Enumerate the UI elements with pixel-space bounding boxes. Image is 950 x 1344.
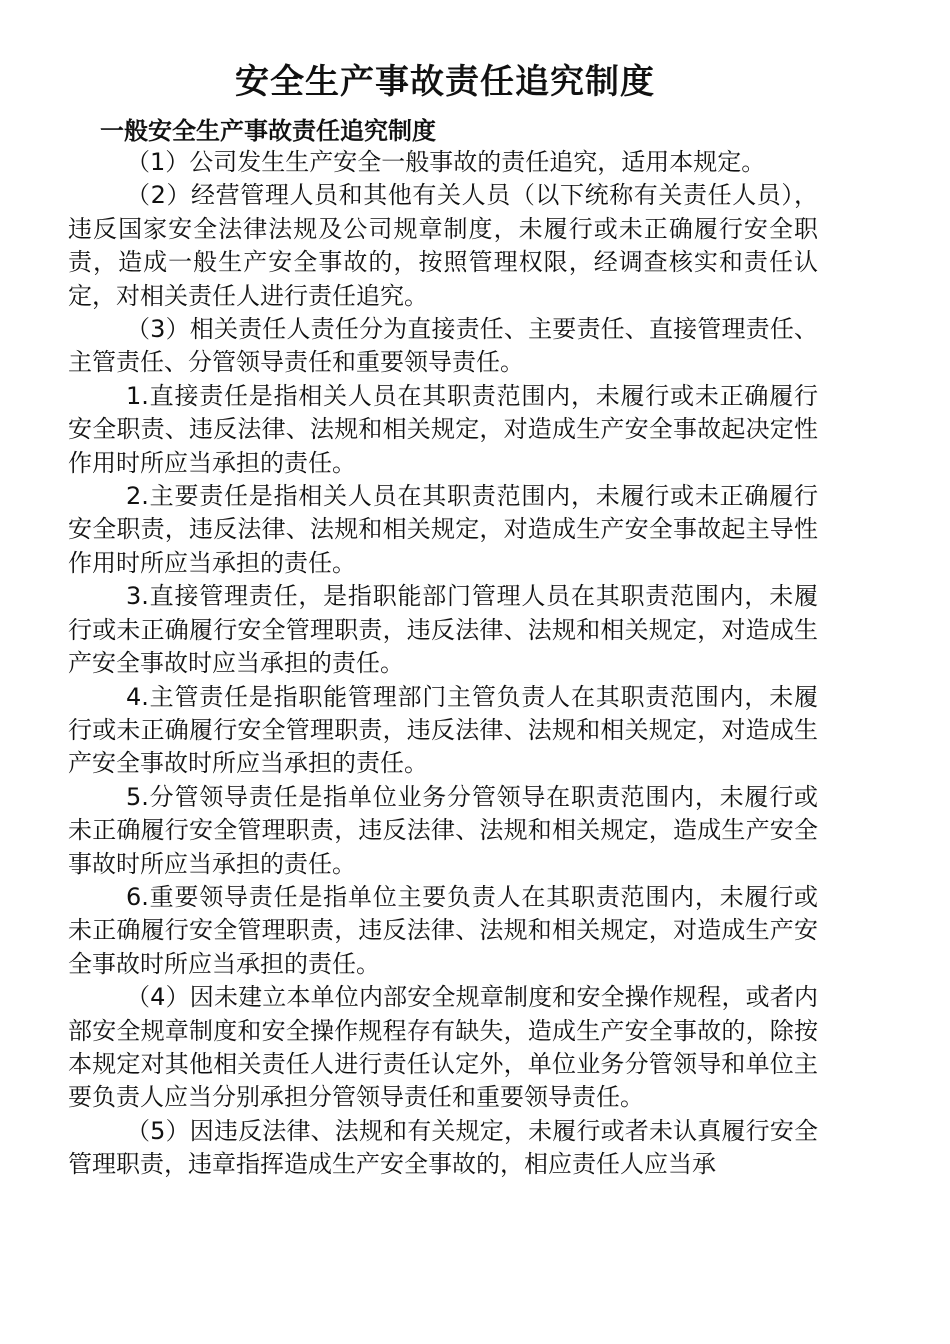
paragraph-4: （4）因未建立本单位内部安全规章制度和安全操作规程，或者内部安全规章制度和安全操作规程存有缺失，造成生产安全事故的，除按本规定对其他相关责任人进行责任认定外，单位业务分管领导和单位主要负责人应当分别承担分管领导责任和重要领导责任。: [68, 983, 818, 1112]
section-heading: 一般安全生产事故责任追究制度: [100, 117, 436, 145]
paragraph-direct-responsibility: 1.直接责任是指相关人员在其职责范围内，未履行或未正确履行安全职责、违反法律、法规和相关规定，对造成生产安全事故起决定性作用时所应当承担的责任。: [68, 381, 818, 477]
document-body: [68, 146, 818, 1182]
document-title: 安全生产事故责任追究制度: [235, 62, 655, 102]
paragraph-1: （1）公司发生生产安全一般事故的责任追究，适用本规定。: [126, 148, 766, 176]
paragraph-2: （2）经营管理人员和其他有关人员（以下统称有关责任人员），违反国家安全法律法规及公司规章制度，未履行或未正确履行安全职责，造成一般生产安全事故的，按照管理权限，经调查核实和责任认定，对相关责任人进行责任追究。: [68, 181, 818, 310]
paragraph-5: （5）因违反法律、法规和有关规定，未履行或者未认真履行安全管理职责，违章指挥造成生产安全事故的，相应责任人应当承: [68, 1116, 818, 1179]
paragraph-main-responsibility: 2.主要责任是指相关人员在其职责范围内，未履行或未正确履行安全职责，违反法律、法规和相关规定，对造成生产安全事故起主导性作用时所应当承担的责任。: [68, 482, 818, 577]
paragraph-supervisor-responsibility: 4.主管责任是指职能管理部门主管负责人在其职责范围内，未履行或未正确履行安全管理职责，违反法律、法规和相关规定，对造成生产安全事故时所应当承担的责任。: [68, 682, 818, 778]
paragraph-key-leader-responsibility: 6.重要领导责任是指单位主要负责人在其职责范围内，未履行或未正确履行安全管理职责，违反法律、法规和相关规定，对造成生产安全事故时所应当承担的责任。: [68, 882, 818, 978]
paragraph-deputy-leader-responsibility: 5.分管领导责任是指单位业务分管领导在职责范围内，未履行或未正确履行安全管理职责，违反法律、法规和相关规定，造成生产安全事故时所应当承担的责任。: [68, 782, 818, 878]
paragraph-3: （3）相关责任人责任分为直接责任、主要责任、直接管理责任、主管责任、分管领导责任和重要领导责任。: [68, 315, 818, 377]
paragraph-direct-management-responsibility: 3.直接管理责任，是指职能部门管理人员在其职责范围内，未履行或未正确履行安全管理职责，违反法律、法规和相关规定，对造成生产安全事故时应当承担的责任。: [68, 582, 818, 678]
